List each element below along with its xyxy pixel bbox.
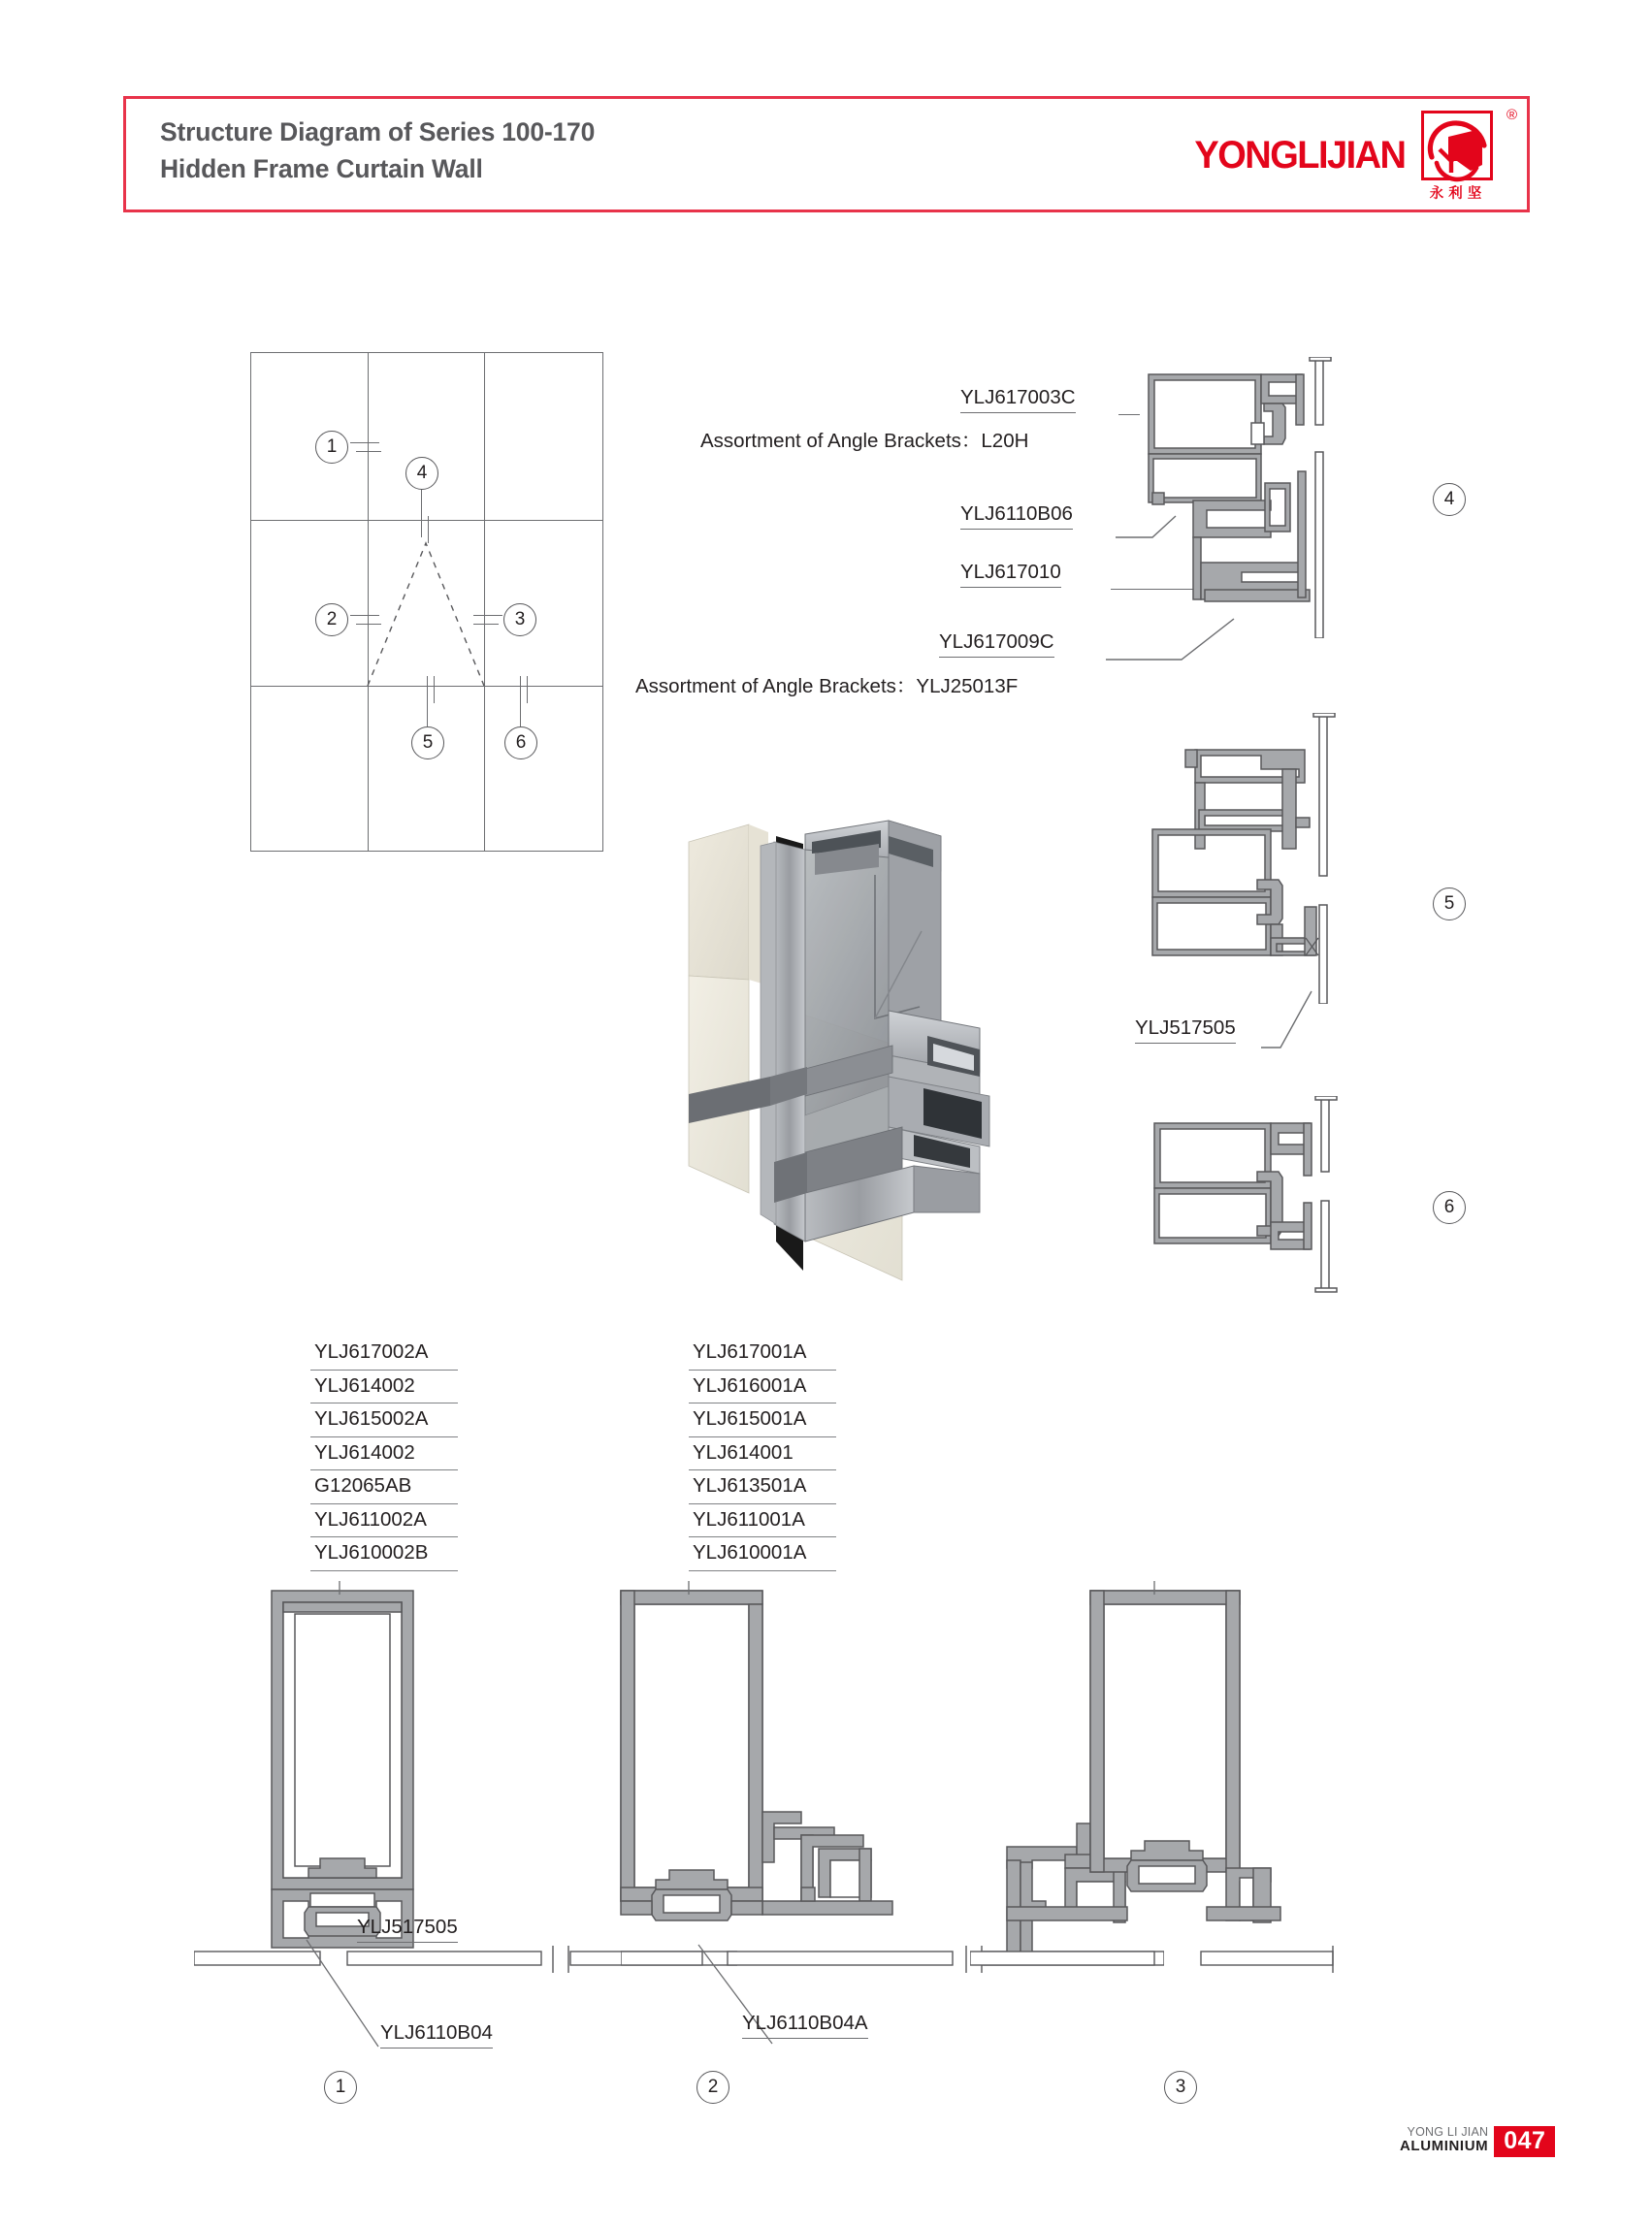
page-footer [1400,2126,1555,2157]
label-angle-brackets-ylj25013f: Assortment of Angle Brackets：YLJ25013F [635,675,1019,697]
code-row: YLJ610002B [310,1537,458,1571]
page-title: Structure Diagram of Series 100-170 Hidden Frame Curtain Wall [160,117,596,183]
leader-ylj517505-upper [1261,970,1348,1057]
code-row: YLJ617001A [689,1337,836,1371]
keyplan-tick-3b [473,624,499,625]
brand-chinese-name: 永利坚 [1429,186,1487,202]
bottom-bubble-2[interactable]: 2 [696,2071,729,2104]
label-ylj617009c: YLJ617009C [939,630,1054,658]
bottom-profile-1 [262,1581,456,1969]
keyplan-tick-5a [427,676,428,726]
label-ylj617010: YLJ617010 [960,561,1061,588]
keyplan-tick-1a [350,442,379,443]
label-angle-brackets-l20h: Assortment of Angle Brackets：L20H [700,430,1029,452]
leader-ylj6110b04a [679,1935,805,2061]
code-row: YLJ615001A [689,1403,836,1437]
page-header [123,96,1530,212]
label-ylj6110b04: YLJ6110B04 [380,2021,493,2049]
code-row: YLJ615002A [310,1403,458,1437]
keyplan-tick-4a [421,489,422,537]
code-list-right [689,1337,836,1571]
keyplan-bubble-3[interactable]: 3 [503,603,536,636]
brand-wordmark: YONGLIJIAN [1193,134,1405,177]
keyplan-tick-1b [356,451,381,452]
keyplan-bubble-2[interactable]: 2 [315,603,348,636]
brand-logo [1183,103,1519,208]
isometric-3d-render [660,786,1038,1300]
page-number-badge: 047 [1494,2126,1555,2157]
keyplan-bubble-4[interactable]: 4 [405,457,438,490]
label-ylj517505-upper: YLJ517505 [1135,1016,1236,1044]
code-row: YLJ614002 [310,1371,458,1404]
keyplan-bubble-6[interactable]: 6 [504,726,537,759]
section-bubble-4[interactable]: 4 [1433,483,1466,516]
section-bubble-6[interactable]: 6 [1433,1191,1466,1224]
code-row: YLJ611001A [689,1504,836,1538]
footer-brand-text [1400,2126,1494,2157]
code-row: G12065AB [310,1470,458,1504]
code-row: YLJ614002 [310,1437,458,1471]
bottom-bubble-1[interactable]: 1 [324,2071,357,2104]
code-row: YLJ613501A [689,1470,836,1504]
bottom-glazing-rail-3 [970,1940,1358,1979]
bottom-profile-2 [611,1581,922,1969]
code-row: YLJ617002A [310,1337,458,1371]
label-ylj6110b04a: YLJ6110B04A [742,2012,868,2039]
code-row: YLJ610001A [689,1537,836,1571]
keyplan-tick-6a [520,676,521,726]
keyplan-tick-6b [527,676,528,703]
code-list-left [310,1337,458,1571]
code-row: YLJ616001A [689,1371,836,1404]
code-row: YLJ614001 [689,1437,836,1471]
keyplan-bubble-5[interactable]: 5 [411,726,444,759]
section-profile-6 [1125,1096,1377,1300]
registered-trademark-icon: ® [1506,107,1517,123]
brand-emblem-icon [1418,107,1519,204]
section-bubble-5[interactable]: 5 [1433,887,1466,920]
keyplan-tick-2b [356,624,381,625]
label-ylj6110b06: YLJ6110B06 [960,502,1073,530]
bottom-profile-3 [989,1581,1310,1969]
label-ylj617003c: YLJ617003C [960,386,1076,413]
keyplan-tick-4b [428,516,429,543]
bottom-bubble-3[interactable]: 3 [1164,2071,1197,2104]
footer-line-1: YONG LI JIAN [1407,2125,1489,2139]
keyplan-tick-3a [473,615,502,616]
keyplan-bubble-1[interactable]: 1 [315,431,348,464]
footer-line-2: ALUMINIUM [1400,2138,1489,2155]
code-row: YLJ611002A [310,1504,458,1538]
section-profile-5 [1125,713,1377,1004]
section-profile-4 [1125,357,1377,638]
keyplan-tick-5b [434,676,435,703]
keyplan-dashed-triangle [251,353,604,853]
key-plan-grid [250,352,603,852]
keyplan-tick-2a [350,615,379,616]
label-ylj517505-bottom: YLJ517505 [357,1916,458,1943]
